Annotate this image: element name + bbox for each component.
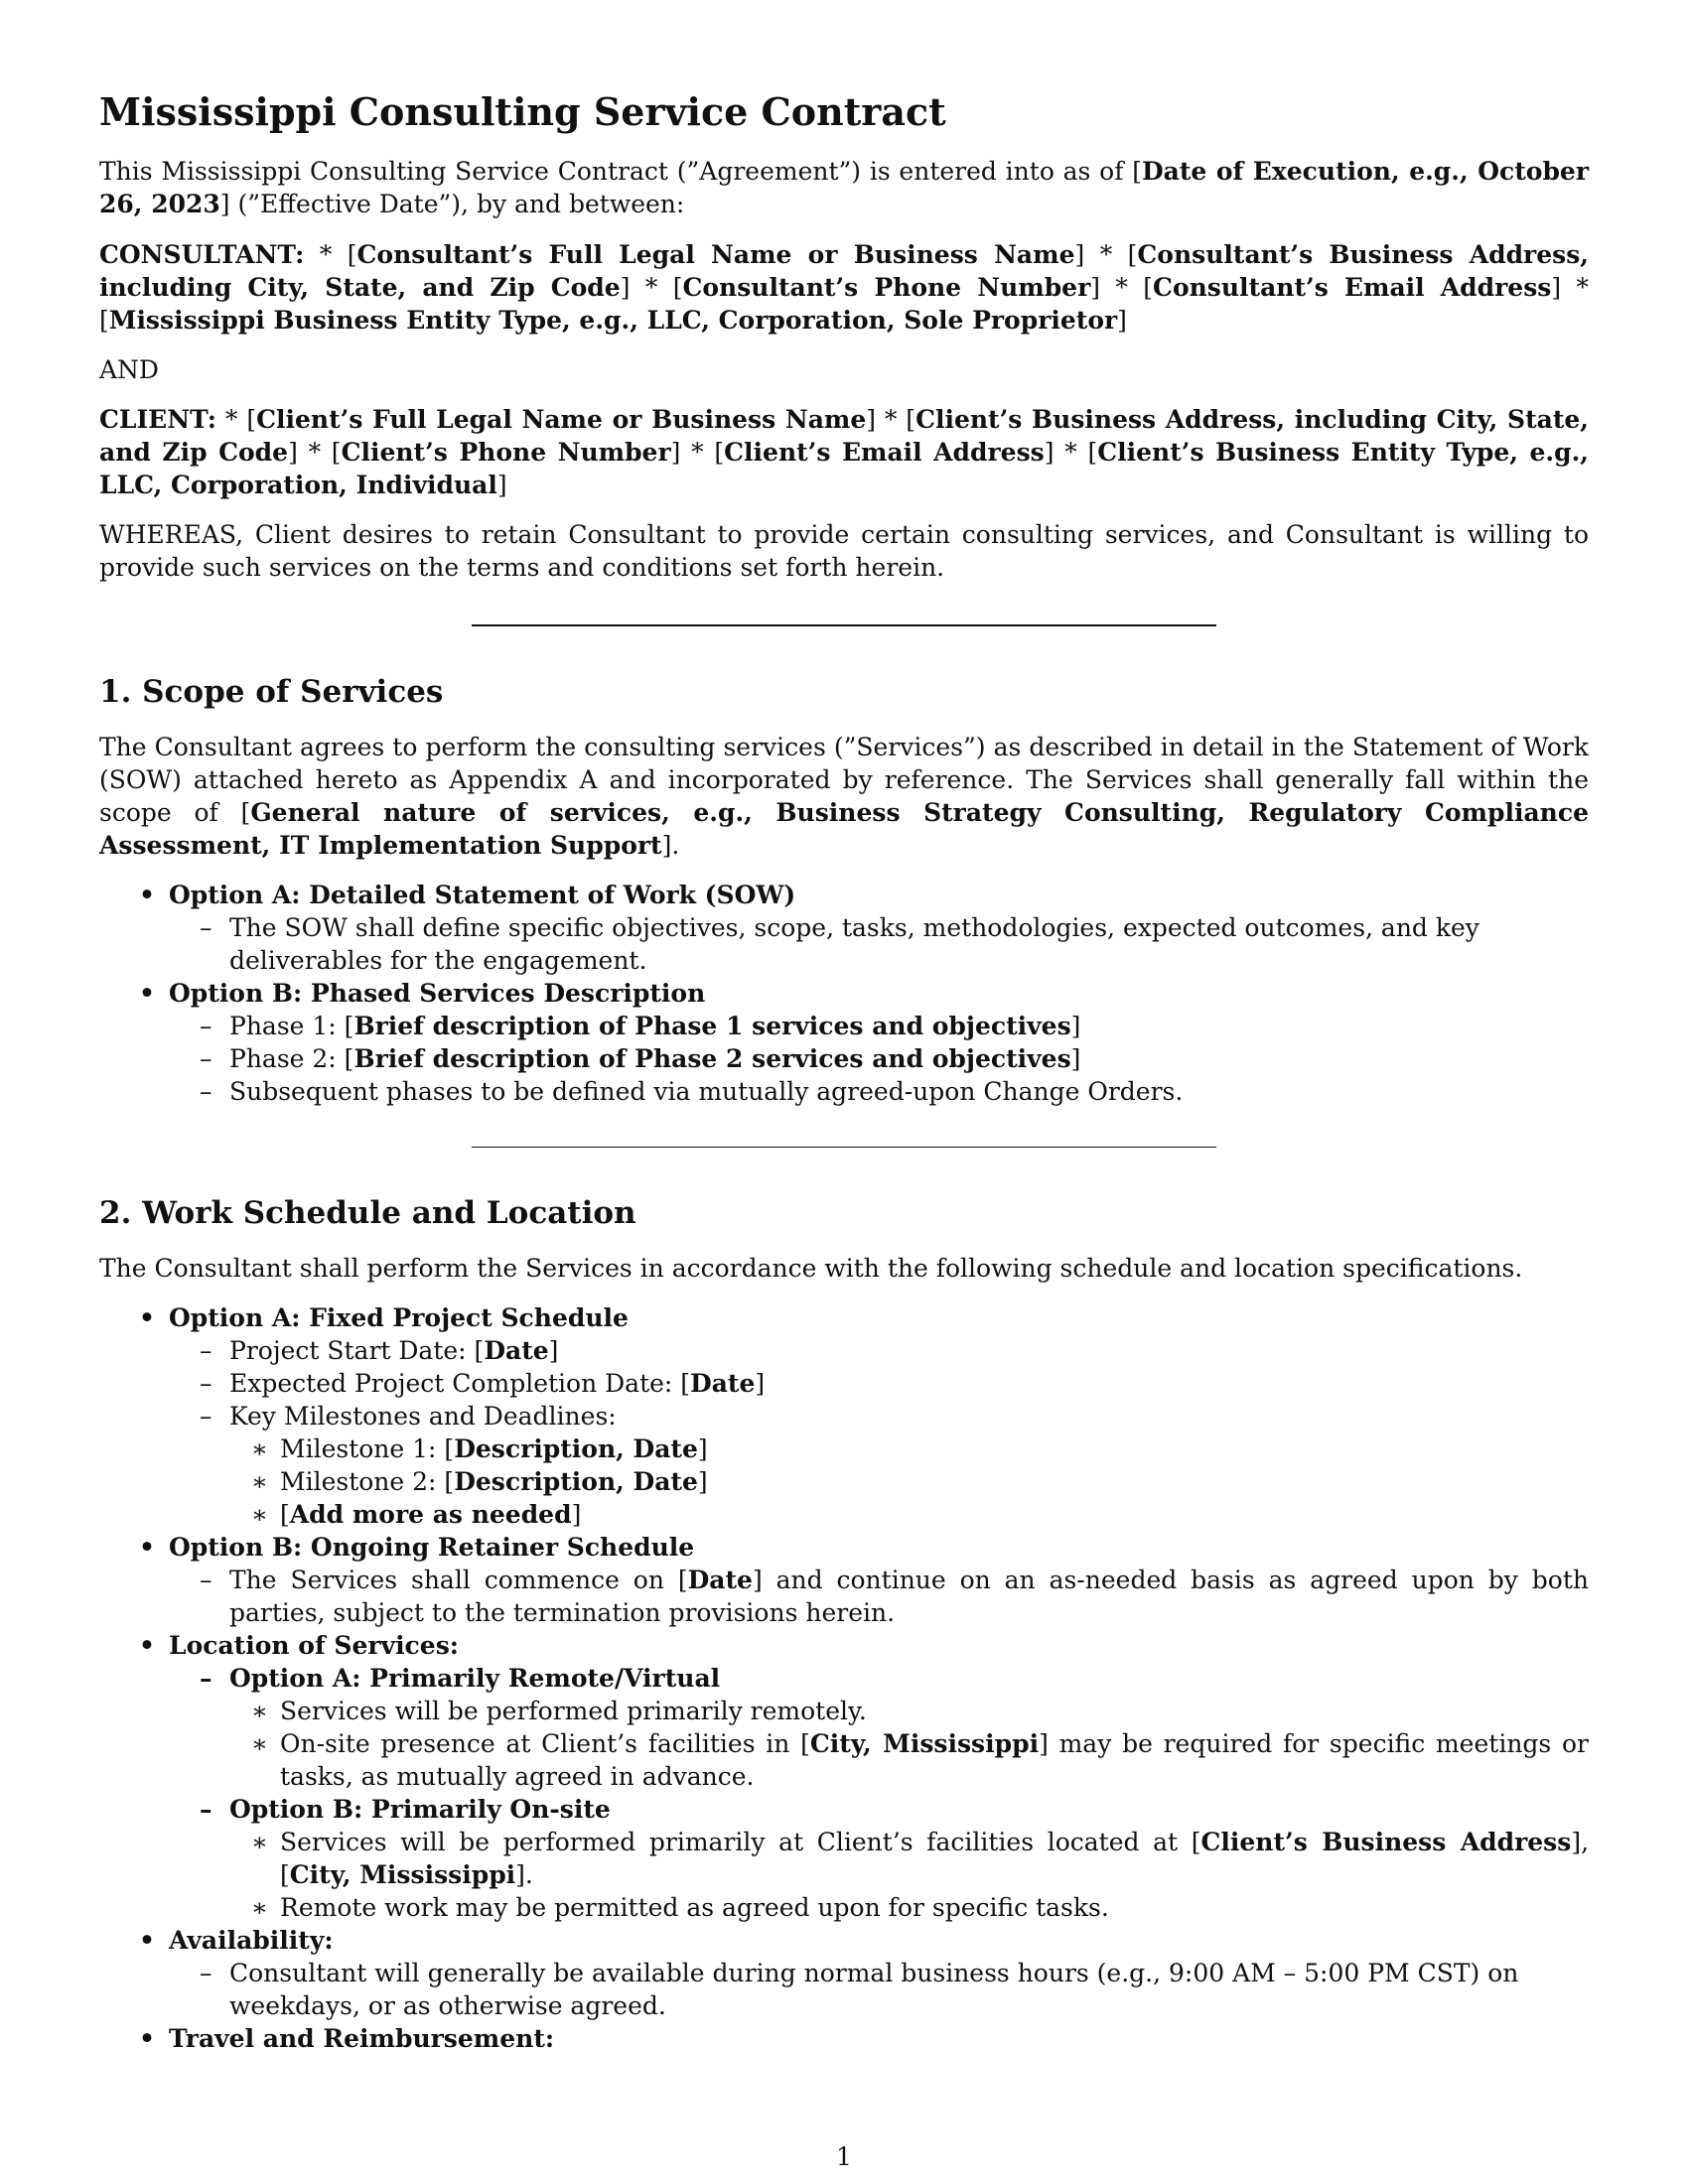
- s2-add-more: [Add more as needed]: [280, 1500, 582, 1529]
- section-2-heading: 2. Work Schedule and Location: [99, 1195, 636, 1231]
- document-title: Mississippi Consulting Service Contract: [99, 89, 946, 134]
- s2-travel-label: Travel and Reimbursement:: [169, 2024, 555, 2053]
- asterisk-icon: ∗: [251, 1697, 268, 1725]
- dash-icon: –: [200, 1044, 212, 1073]
- dash-icon: –: [200, 1402, 212, 1431]
- dash-icon: –: [200, 1012, 212, 1040]
- and-separator: AND: [99, 355, 159, 384]
- page-number: 1: [836, 2142, 852, 2171]
- horizontal-rule: [472, 1147, 1216, 1148]
- s2-remote-label: Option A: Primarily Remote/Virtual: [229, 1664, 721, 1693]
- bullet-icon: •: [139, 1926, 155, 1955]
- s1-option-b-label: Option B: Phased Services Description: [169, 979, 706, 1008]
- client-block: CLIENT: * [Client’s Full Legal Name or Business Name] * [Client’s Business Address, including City, State, and Zip Code] * [Client’s Phone Number] * [Client’s Email Address] * [Client’s Business Entity Type, e.g., LLC, Corporation, Individual]: [99, 405, 1589, 499]
- asterisk-icon: ∗: [251, 1828, 268, 1856]
- s2-remote-item-2: On-site presence at Client’s facilities in [City, Mississippi] may be required for specific meetings or tasks, as mutually agreed in advance.: [280, 1729, 1589, 1791]
- dash-icon: –: [200, 1336, 212, 1365]
- s1-option-a-label: Option A: Detailed Statement of Work (SOW): [169, 881, 796, 909]
- consultant-block: CONSULTANT: * [Consultant’s Full Legal Name or Business Name] * [Consultant’s Business Address, including City, State, and Zip Code] * [Consultant’s Phone Number] * [Consultant’s Email Address] * [Mississippi Business Entity Type, e.g., LLC, Corporation, Sole Proprietor]: [99, 240, 1589, 335]
- section-2-intro: The Consultant shall perform the Services in accordance with the following schedule and location specifications.: [99, 1254, 1523, 1283]
- asterisk-icon: ∗: [251, 1729, 268, 1758]
- s2-milestone-1: Milestone 1: [Description, Date]: [280, 1434, 708, 1463]
- intro-paragraph: This Mississippi Consulting Service Contract (”Agreement”) is entered into as of [Date of Execution, e.g., October 26, 2023] (”Effective Date”), by and between:: [99, 157, 1590, 218]
- s1-subsequent-phases: Subsequent phases to be defined via mutually agreed-upon Change Orders.: [229, 1077, 1184, 1106]
- section-1-heading: 1. Scope of Services: [99, 674, 444, 710]
- s2-milestone-2: Milestone 2: [Description, Date]: [280, 1467, 708, 1496]
- s2-availability-label: Availability:: [169, 1926, 334, 1955]
- s2-remote-item-1: Services will be performed primarily remotely.: [280, 1697, 867, 1725]
- s1-phase-2: Phase 2: [Brief description of Phase 2 services and objectives]: [229, 1044, 1081, 1073]
- asterisk-icon: ∗: [251, 1500, 268, 1529]
- s2-onsite-item-1: Services will be performed primarily at Client’s facilities located at [Client’s Business Address], [City, Mississippi].: [280, 1828, 1590, 1889]
- s2-location-label: Location of Services:: [169, 1631, 459, 1660]
- dash-icon: –: [200, 1077, 212, 1106]
- asterisk-icon: ∗: [251, 1434, 268, 1463]
- bullet-icon: •: [139, 1303, 155, 1332]
- bullet-icon: •: [139, 979, 155, 1008]
- dash-icon: –: [200, 1369, 212, 1398]
- bullet-icon: •: [139, 2024, 155, 2053]
- s2-milestones-label: Key Milestones and Deadlines:: [229, 1402, 617, 1431]
- asterisk-icon: ∗: [251, 1467, 268, 1496]
- dash-icon: –: [200, 1795, 212, 1824]
- dash-icon: –: [200, 1664, 212, 1693]
- contract-page: [99, 0, 1589, 2184]
- dash-icon: –: [200, 1566, 212, 1594]
- dash-icon: –: [200, 913, 212, 942]
- s2-onsite-item-2: Remote work may be permitted as agreed upon for specific tasks.: [280, 1893, 1109, 1922]
- bullet-icon: •: [139, 881, 155, 909]
- s2-onsite-label: Option B: Primarily On-site: [229, 1795, 611, 1824]
- bullet-icon: •: [139, 1533, 155, 1562]
- s1-phase-1: Phase 1: [Brief description of Phase 1 services and objectives]: [229, 1012, 1081, 1040]
- bullet-icon: •: [139, 1631, 155, 1660]
- s2-retainer-text: The Services shall commence on [Date] and continue on an as-needed basis as agreed upon by both parties, subject to the termination provisions herein.: [229, 1566, 1589, 1627]
- section-1-paragraph: The Consultant agrees to perform the consulting services (”Services”) as described in detail in the Statement of Work (SOW) attached hereto as Appendix A and incorporated by reference. The Services shall generally fall within the scope of [General nature of services, e.g., Business Strategy Consulting, Regulatory Compliance Assessment, IT Implementation Support].: [99, 733, 1589, 860]
- s1-option-a-item: The SOW shall define specific objectives, scope, tasks, methodologies, expected outcomes, and key deliverables for the engagement.: [229, 913, 1479, 975]
- s2-option-a-label: Option A: Fixed Project Schedule: [169, 1303, 629, 1332]
- whereas-paragraph: WHEREAS, Client desires to retain Consultant to provide certain consulting services, and Consultant is willing to provide such services on the terms and conditions set forth herein.: [99, 520, 1589, 582]
- horizontal-rule: [472, 624, 1216, 626]
- dash-icon: –: [200, 1959, 212, 1987]
- asterisk-icon: ∗: [251, 1893, 268, 1922]
- s2-availability-text: Consultant will generally be available during normal business hours (e.g., 9:00 AM – 5:00 PM CST) on weekdays, or as otherwise agreed.: [229, 1959, 1519, 2020]
- s2-start-date: Project Start Date: [Date]: [229, 1336, 559, 1365]
- s2-option-b-label: Option B: Ongoing Retainer Schedule: [169, 1533, 695, 1562]
- s2-completion-date: Expected Project Completion Date: [Date]: [229, 1369, 766, 1398]
